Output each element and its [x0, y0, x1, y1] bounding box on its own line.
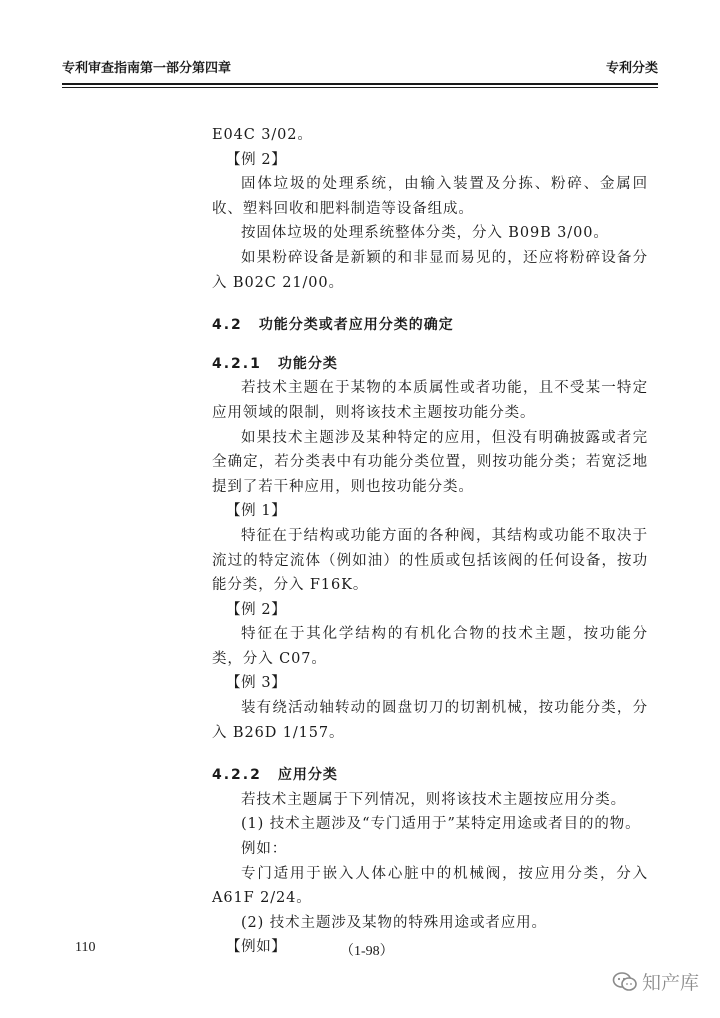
example-label: 【例 2】 [226, 151, 287, 168]
continuation-line: E04C 3/02。 [212, 127, 313, 143]
section-title: 功能分类 [277, 355, 338, 372]
paragraph: 特征在于其化学结构的有机化合物的技术主题，按功能分类，分入 C07。 [212, 626, 648, 667]
section-number: 4.2.1 [212, 355, 262, 372]
paragraph: 如果粉碎设备是新颖的和非显而易见的，还应将粉碎设备分入 B02C 21/00。 [212, 249, 648, 291]
page-body [212, 123, 648, 960]
paragraph: 如果技术主题涉及某种特定的应用，但没有明确披露或者完全确定，若分类表中有功能分类位置，则按功能分类；若宽泛地提到了若干种应用，则也按功能分类。 [212, 429, 648, 495]
section-heading-4-2-1 [212, 352, 648, 377]
paragraph: 若技术主题在于某物的本质属性或者功能，且不受某一特定应用领域的限制，则将该技术主题按功能分类。 [212, 380, 648, 421]
header-chapter: 专利审查指南第一部分第四章 [62, 61, 232, 76]
example-label: 【例如】 [226, 939, 287, 956]
list-item: (1) 技术主题涉及“专门适用于”某特定用途或者目的的物。 [241, 816, 641, 833]
paragraph: 装有绕活动轴转动的圆盘切刀的切割机械，按功能分类，分入 B26D 1/157。 [212, 700, 648, 741]
example-label: 【例 3】 [226, 675, 287, 692]
list-item: (2) 技术主题涉及某物的特殊用途或者应用。 [241, 914, 547, 931]
page-code: （1-98） [340, 944, 394, 959]
chat-bubble-icon [612, 971, 638, 993]
paragraph: 专门适用于嵌入人体心脏中的机械阀，按应用分类，分入 A61F 2/24。 [212, 865, 648, 907]
section-heading-4-2 [212, 313, 648, 338]
section-title: 功能分类或者应用分类的确定 [258, 317, 454, 334]
header-section: 专利分类 [605, 61, 658, 76]
watermark [612, 968, 699, 995]
section-number: 4.2.2 [212, 767, 262, 784]
header-rule-thick [62, 83, 658, 85]
paragraph: 固体垃圾的处理系统，由输入装置及分拣、粉碎、金属回收、塑料回收和肥料制造等设备组成。 [212, 176, 648, 217]
section-number: 4.2 [212, 317, 243, 334]
example-label: 【例 1】 [226, 503, 287, 520]
paragraph: 特征在于结构或功能方面的各种阀，其结构或功能不取决于流过的特定流体（例如油）的性质或包括该阀的任何设备，按功能分类，分入 F16K。 [212, 527, 648, 594]
header-rule-thin [62, 87, 658, 88]
paragraph: 按固体垃圾的处理系统整体分类，分入 B09B 3/00。 [241, 225, 609, 242]
paragraph: 若技术主题属于下列情况，则将该技术主题按应用分类。 [241, 791, 626, 808]
running-header [62, 62, 658, 75]
section-title: 应用分类 [277, 767, 338, 784]
page-number: 110 [75, 940, 96, 955]
section-heading-4-2-2 [212, 763, 648, 788]
example-label: 例如： [241, 841, 288, 858]
example-label: 【例 2】 [226, 601, 287, 618]
watermark-text: 知产库 [642, 972, 700, 994]
